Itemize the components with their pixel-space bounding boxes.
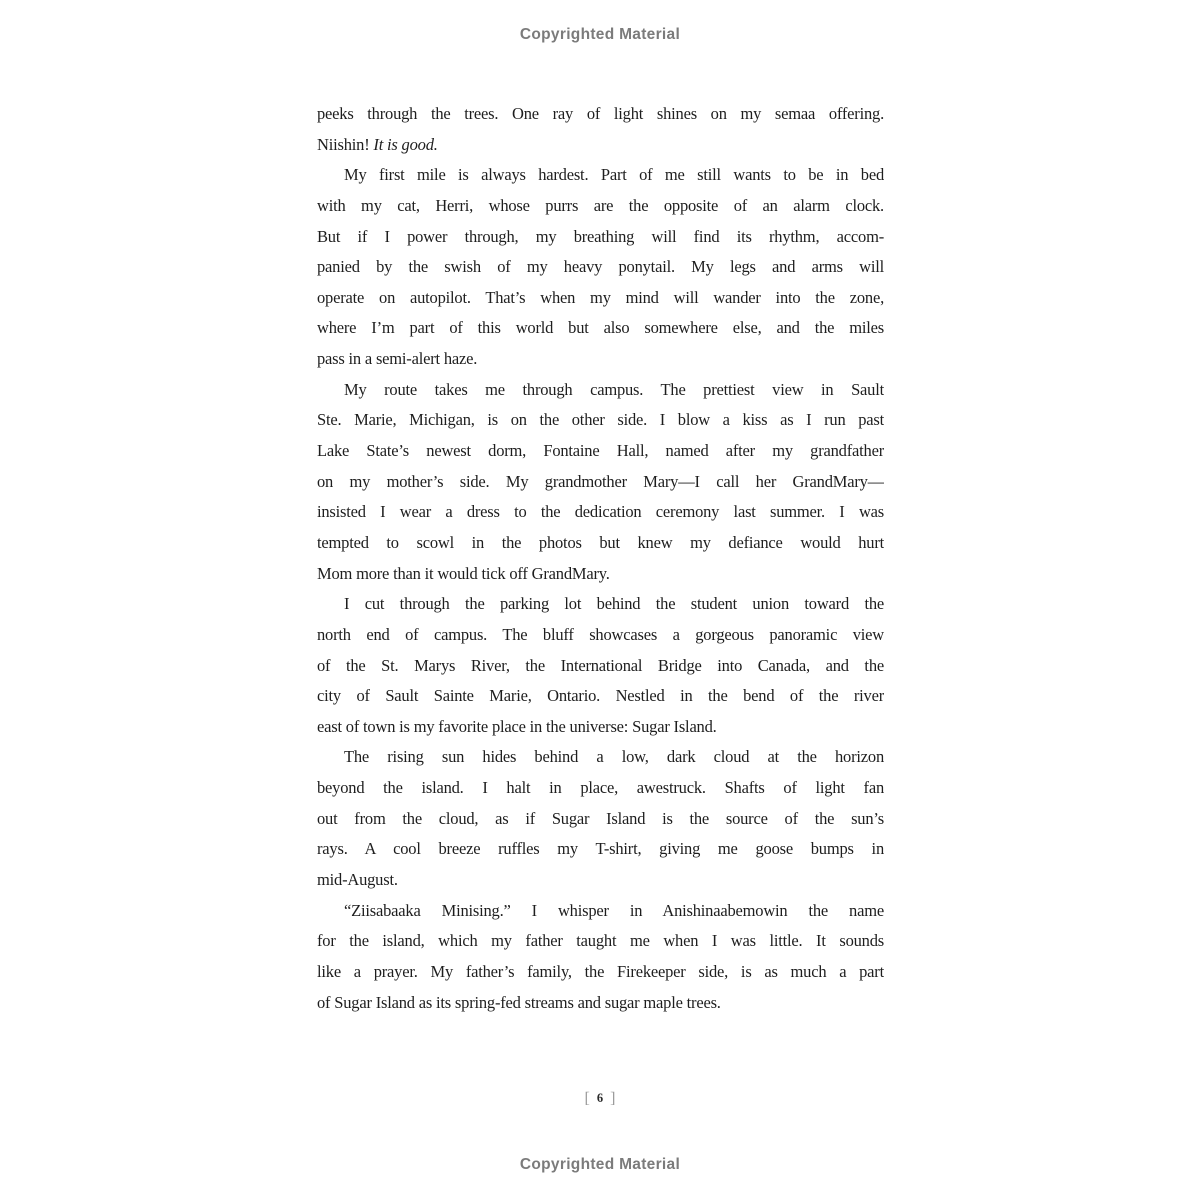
text-line — [317, 405, 884, 436]
text-line — [317, 957, 884, 988]
text-line — [317, 742, 884, 773]
body-text: My route takes me through campus. The prettiest view in Sault — [344, 379, 884, 399]
page-number — [0, 1089, 1200, 1108]
body-text: tempted to scowl in the photos but knew my defiance would hurt — [317, 532, 884, 552]
page-number-bracket-right: ] — [610, 1090, 616, 1107]
body-text: rays. A cool breeze ruffles my T-shirt, giving me goose bumps in — [317, 839, 884, 859]
body-text: out from the cloud, as if Sugar Island is the source of the sun’s — [317, 808, 884, 828]
text-line — [317, 896, 884, 927]
page-number-bracket-left: [ — [584, 1090, 590, 1107]
text-line — [317, 436, 884, 467]
text-line — [317, 497, 884, 528]
body-text: “Ziisabaaka Minising.” I whisper in Anishinaabemowin the name — [344, 900, 884, 920]
text-line — [317, 160, 884, 191]
body-text: where I’m part of this world but also somewhere else, and the miles — [317, 318, 884, 338]
copyright-footer: Copyrighted Material — [519, 1156, 681, 1173]
paragraph — [317, 742, 884, 895]
text-line — [317, 467, 884, 498]
text-line — [317, 834, 884, 865]
page-text — [317, 99, 884, 1018]
body-text: of the St. Marys River, the International Bridge into Canada, and the — [317, 655, 884, 675]
text-line — [317, 926, 884, 957]
body-text: on my mother’s side. My grandmother Mary—I call her GrandMary— — [317, 471, 884, 491]
body-text: for the island, which my father taught me when I was little. It sounds — [317, 931, 884, 951]
text-line — [317, 99, 884, 130]
text-line — [317, 589, 884, 620]
paragraph — [317, 375, 884, 589]
body-text: operate on autopilot. That’s when my mind will wander into the zone, — [317, 287, 884, 307]
text-line — [317, 620, 884, 651]
text-line — [317, 130, 884, 161]
page-number-value: 6 — [596, 1091, 604, 1105]
body-text: panied by the swish of my heavy ponytail. My legs and arms will — [317, 257, 884, 277]
text-line — [317, 804, 884, 835]
body-text: north end of campus. The bluff showcases a gorgeous panoramic view — [317, 624, 884, 644]
text-line — [317, 681, 884, 712]
body-text: Mom more than it would tick off GrandMary. — [317, 563, 610, 583]
body-text: Ste. Marie, Michigan, is on the other side. I blow a kiss as I run past — [317, 410, 884, 430]
text-line — [317, 559, 884, 590]
text-line — [317, 988, 884, 1019]
body-text: city of Sault Sainte Marie, Ontario. Nestled in the bend of the river — [317, 686, 884, 706]
text-line — [317, 375, 884, 406]
paragraph — [317, 99, 884, 160]
body-text: Lake State’s newest dorm, Fontaine Hall, named after my grandfather — [317, 441, 884, 461]
paragraph — [317, 160, 884, 374]
text-line — [317, 344, 884, 375]
text-line — [317, 191, 884, 222]
body-text: peeks through the trees. One ray of light shines on my semaa offering. — [317, 104, 884, 123]
text-line — [317, 773, 884, 804]
text-line — [317, 313, 884, 344]
text-line — [317, 651, 884, 682]
paragraph — [317, 589, 884, 742]
body-text: But if I power through, my breathing will find its rhythm, accom- — [317, 226, 884, 246]
body-text: Niishin! — [317, 134, 374, 154]
body-text: My first mile is always hardest. Part of me still wants to be in bed — [344, 165, 884, 185]
body-text: like a prayer. My father’s family, the Firekeeper side, is as much a part — [317, 961, 884, 981]
body-text: with my cat, Herri, whose purrs are the opposite of an alarm clock. — [317, 195, 884, 215]
body-text: insisted I wear a dress to the dedication ceremony last summer. I was — [317, 502, 884, 522]
text-line — [317, 252, 884, 283]
text-line — [317, 865, 884, 896]
body-text: of Sugar Island as its spring-fed streams and sugar maple trees. — [317, 992, 721, 1012]
paragraph — [317, 896, 884, 1019]
body-text: beyond the island. I halt in place, awestruck. Shafts of light fan — [317, 778, 884, 798]
body-text: The rising sun hides behind a low, dark cloud at the horizon — [344, 747, 884, 767]
body-text: I cut through the parking lot behind the student union toward the — [344, 594, 884, 614]
copyright-header: Copyrighted Material — [519, 26, 681, 43]
text-line — [317, 222, 884, 253]
body-text: pass in a semi-alert haze. — [317, 349, 478, 369]
body-text: east of town is my favorite place in the universe: Sugar Island. — [317, 716, 717, 736]
text-line — [317, 528, 884, 559]
text-line — [317, 283, 884, 314]
italic-text: It is good. — [373, 134, 438, 154]
text-line — [317, 712, 884, 743]
body-text: mid-August. — [317, 870, 398, 890]
